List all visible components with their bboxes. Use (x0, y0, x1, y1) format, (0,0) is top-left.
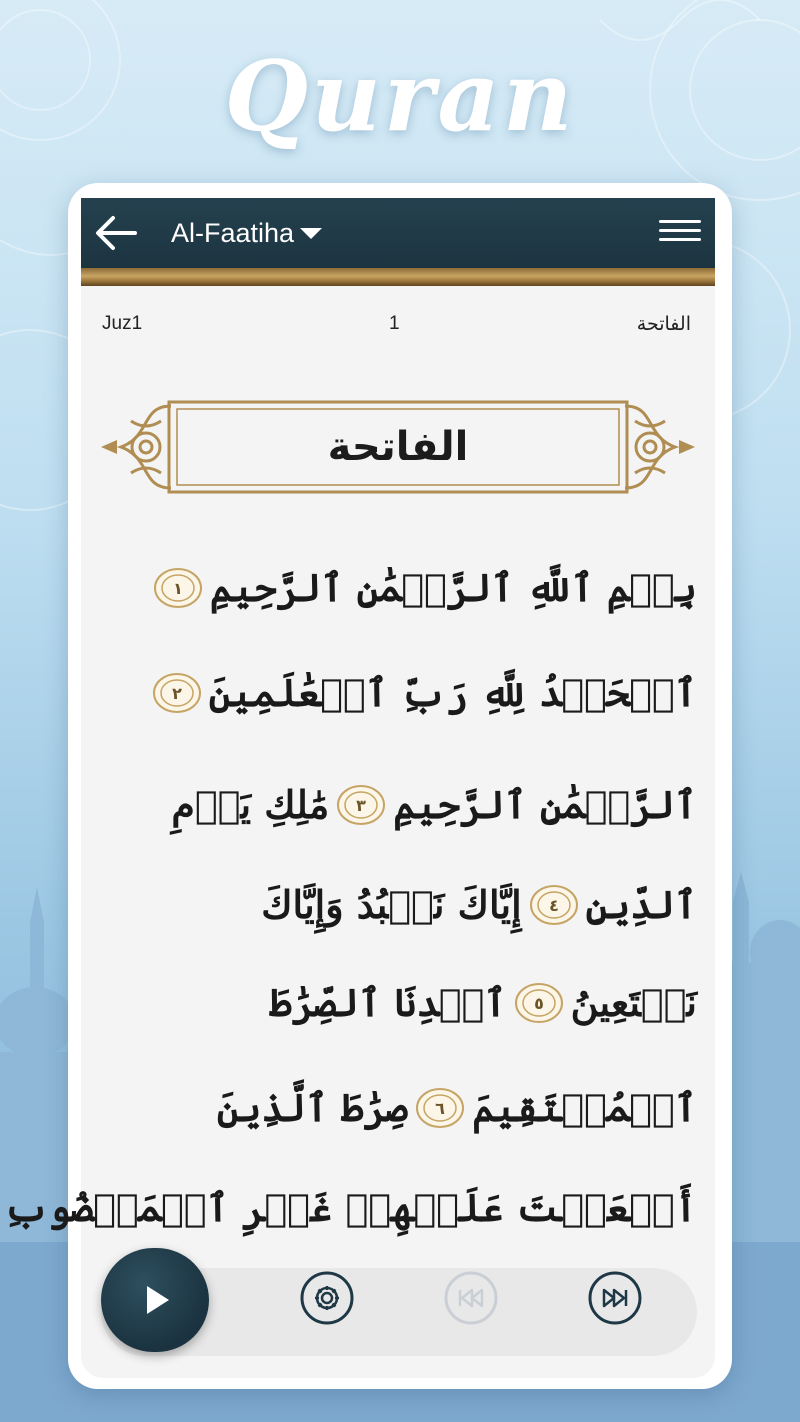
promo-title: Quran (224, 40, 576, 153)
verse-text-cont: ٱهۡدِنَا ٱلصِّرَٰطَ (269, 980, 507, 1025)
play-button[interactable] (101, 1248, 209, 1352)
skip-previous-icon (443, 1270, 499, 1326)
ayah-number: ٥ (533, 994, 544, 1013)
caret-down-icon (300, 228, 322, 239)
verse-text-cont: صِرَٰطَ ٱلَّذِينَ (216, 1085, 409, 1130)
verse-line (101, 1073, 697, 1143)
ayah-number: ٦ (435, 1099, 446, 1118)
verse-text: ٱلرَّحۡمَٰنِ ٱلرَّحِيمِ (393, 782, 697, 827)
verse-text: ٱلۡحَمۡدُ لِلَّهِ رَبِّ ٱلۡعَٰلَمِينَ (208, 670, 697, 715)
skip-next-icon (587, 1270, 643, 1326)
ayah-marker (152, 566, 204, 610)
verse-line (101, 870, 697, 940)
hamburger-menu-icon (659, 220, 701, 241)
surah-dropdown[interactable] (171, 198, 322, 268)
page-info-row (81, 313, 715, 343)
ayah-number: ١ (172, 579, 183, 598)
verse-text-cont: مَٰلِكِ يَوۡمِ (171, 782, 330, 827)
verse-line (101, 968, 697, 1038)
ayah-number: ٢ (171, 684, 182, 703)
verse-text: ٱلدِّينِ (585, 882, 697, 927)
play-icon (101, 1248, 209, 1352)
verse-text: بِسۡمِ ٱللَّهِ ٱلرَّحۡمَٰنِ ٱلرَّحِيمِ (209, 565, 697, 610)
surah-name-label: Al-Faatiha (171, 217, 295, 248)
ayah-marker (513, 981, 565, 1025)
ayah-number: ٣ (356, 796, 367, 815)
surah-header-title: الفاتحة (327, 424, 469, 470)
gold-divider (81, 268, 715, 286)
verse-line (101, 658, 697, 728)
ayah-marker (528, 883, 580, 927)
arrow-left-icon (91, 210, 141, 256)
phone-frame (4, 183, 732, 1389)
app-bar (81, 198, 715, 268)
previous-button[interactable] (443, 1270, 499, 1326)
surah-arabic-label: الفاتحة (636, 313, 691, 335)
ayah-number: ٤ (548, 896, 559, 915)
verse-text: ٱلۡمُسۡتَقِيمَ (472, 1085, 697, 1130)
verse-text: نَسۡتَعِينُ (570, 980, 697, 1025)
menu-button[interactable] (659, 214, 701, 252)
verse-line (101, 770, 697, 840)
back-button[interactable] (91, 210, 141, 256)
verse-text: أَنۡعَمۡتَ عَلَيۡهِمۡ غَيۡرِ ٱلۡمَغۡضُوبِ (4, 1185, 697, 1230)
reader-screen (4, 198, 715, 1378)
next-button[interactable] (587, 1270, 643, 1326)
ayah-marker (335, 783, 387, 827)
gear-icon (299, 1270, 355, 1326)
settings-button[interactable] (299, 1270, 355, 1326)
verse-line (4, 1173, 697, 1243)
page-number: 1 (389, 313, 400, 334)
ayah-marker (414, 1086, 466, 1130)
juz-label: Juz1 (102, 313, 143, 334)
verse-text-cont: إِيَّاكَ نَعۡبُدُ وَإِيَّاكَ (261, 882, 522, 927)
surah-header-frame (101, 396, 695, 498)
verse-line (101, 553, 697, 623)
ayah-marker (151, 671, 203, 715)
